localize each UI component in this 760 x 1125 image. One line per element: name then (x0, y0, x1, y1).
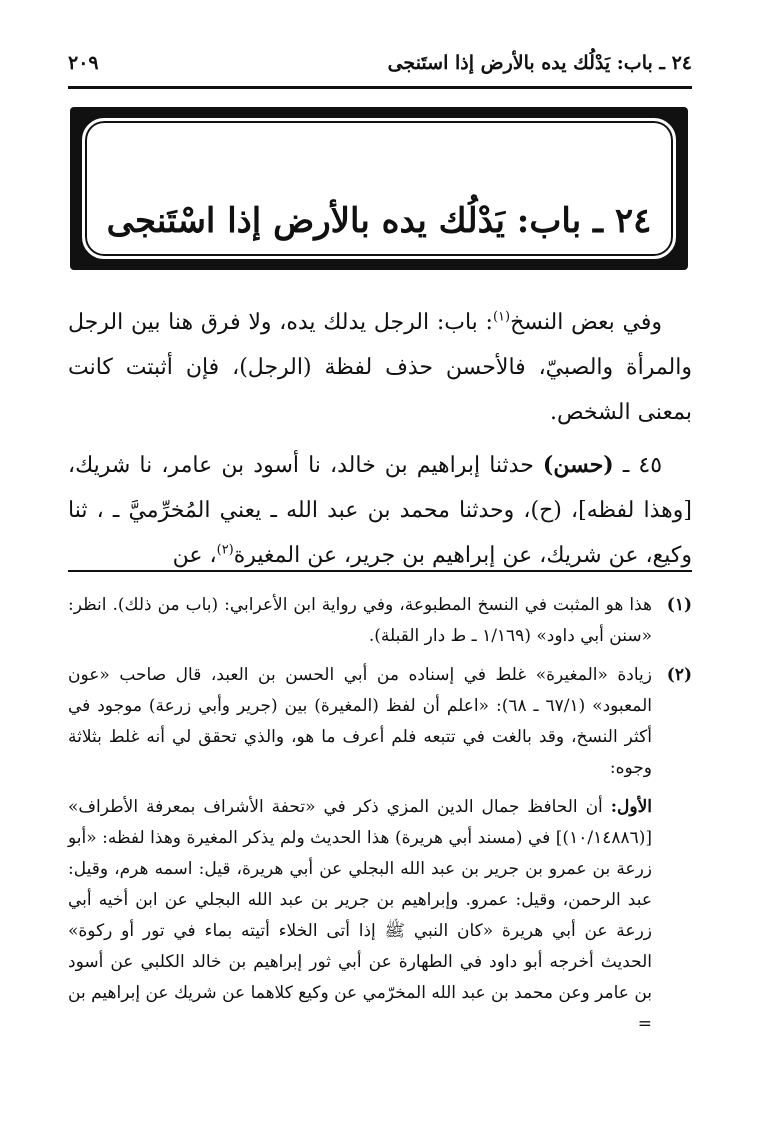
footnote-text: هذا هو المثبت في النسخ المطبوعة، وفي رواية ابن الأعرابي: (باب من ذلك). انظر: «سنن أبي داود» (١/١٦٩ ـ ط دار القبلة). (68, 595, 652, 646)
hadith-isnad-end: ، عن (172, 543, 217, 568)
page-number: ٢٠٩ (68, 52, 99, 74)
footnote-number: (٢) (666, 665, 692, 685)
footnote-separator (68, 570, 692, 572)
footnote-ref-2: (٢) (216, 542, 234, 558)
hadith-isnad: حدثنا إبراهيم بن خالد، نا أسود بن عامر، نا شريك، [وهذا لفظه]، (ح)، وحدثنا محمد بن عبد الله ـ يعني المُخرِّميَّ ـ ، ثنا وكيع، عن شريك، عن إبراهيم بن جرير، عن المغيرة (68, 453, 692, 568)
footnote-body (68, 660, 652, 1040)
chapter-title: ٢٤ ـ باب: يَدْلُك يده بالأرض إذا اسْتَنجى (106, 201, 652, 241)
footnote-1 (68, 590, 692, 652)
paragraph-intro (68, 300, 692, 435)
footnote-number: (١) (666, 595, 692, 615)
grading-label: (حسن) (542, 452, 614, 478)
running-header (68, 46, 692, 86)
chapter-title-frame (70, 107, 688, 270)
footnotes (68, 590, 692, 1048)
chapter-title-inner-border (82, 118, 676, 259)
first-point-label: الأول: (610, 797, 652, 817)
footnote-ref-1: (١) (492, 309, 511, 325)
running-title: ٢٤ ـ باب: يَدْلُك يده بالأرض إذا استَنجى (387, 52, 692, 74)
paragraph-hadith-45 (68, 443, 692, 578)
main-text (68, 300, 692, 586)
header-rule (68, 86, 692, 89)
footnote-2 (68, 660, 692, 1040)
intro-text-a: وفي بعض النسخ (510, 310, 663, 335)
footnote-continuation (68, 792, 652, 1040)
intro-text-b: : باب: الرجل يدلك يده، ولا فرق هنا بين الرجل والمرأة والصبيّ، فالأحسن حذف لفظة (الرجل)، فإن أثبتت كانت بمعنى الشخص. (68, 310, 692, 425)
first-point-text: أن الحافظ جمال الدين المزي ذكر في «تحفة الأشراف بمعرفة الأطراف» [(١٠/١٤٨٨٦)] في (مسند أبي هريرة) هذا الحديث ولم يذكر المغيرة وهذا لفظه: «أبو زرعة بن عمرو بن جرير بن عبد الله البجلي عن أبي هريرة، قيل: اسمه هرم، وقيل: عبد الرحمن، وقيل: عمرو. وإبراهيم بن جرير بن عبد الله البجلي عن ابن أخيه أبي زرعة عن أبي هريرة «كان النبي ﷺ إذا أتى الخلاء أتيته بماء في تور أو ركوة» الحديث أخرجه أبو داود في الطهارة عن أبي ثور إبراهيم بن خالد الكلبي عن أسود بن عامر وعن محمد بن عبد الله المخرّمي عن وكيع كلاهما عن شريك عن إبراهيم بن = (68, 797, 652, 1034)
hadith-number: ٤٥ ـ (613, 453, 663, 478)
footnote-text: زيادة «المغيرة» غلط في إسناده من أبي الحسن بن العبد، قال صاحب «عون المعبود» (٦٧/١ ـ ٦٨): «اعلم أن لفظ (المغيرة) بين (جرير وأبي زرعة) موجود في أكثر النسخ، وقد بالغت في تتبعه فلم أعرف ما هو، والذي تحقق لي أنه غلط بثلاثة وجوه: (68, 665, 652, 778)
